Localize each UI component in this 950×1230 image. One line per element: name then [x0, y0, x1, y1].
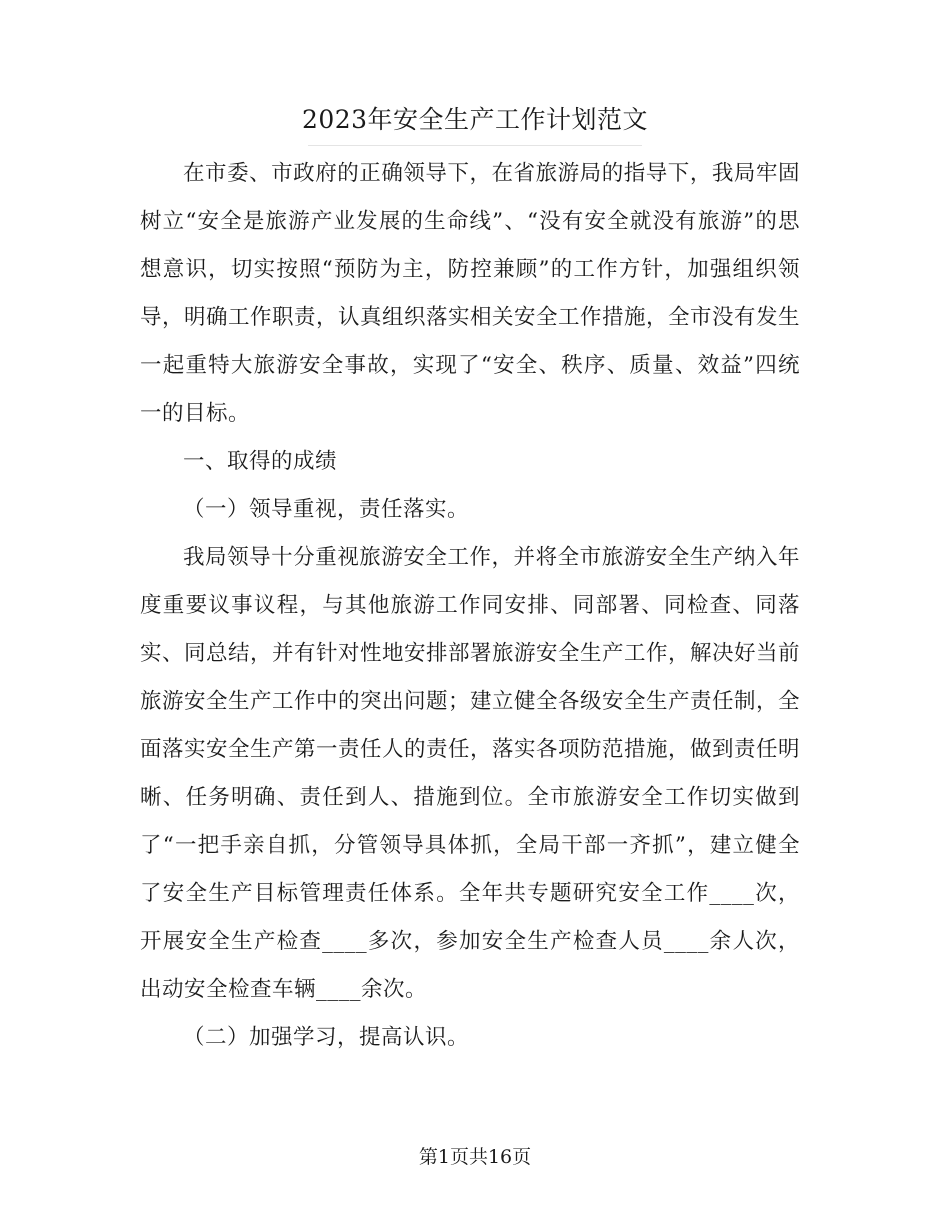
- page-number-footer: 第1页共16页: [418, 1146, 532, 1168]
- document-body: [140, 150, 800, 1062]
- paragraph-intro: 在市委、市政府的正确领导下，在省旅游局的指导下，我局牢固树立“安全是旅游产业发展的生命线”、“没有安全就没有旅游”的思想意识，切实按照“预防为主，防控兼顾”的工作方针，加强组织领导，明确工作职责，认真组织落实相关安全工作措施，全市没有发生一起重特大旅游安全事故，实现了“安全、秩序、质量、效益”四统一的目标。: [140, 161, 801, 426]
- paragraph-achievements: 我局领导十分重视旅游安全工作，并将全市旅游安全生产纳入年度重要议事议程，与其他旅游工作同安排、同部署、同检查、同落实、同总结，并有针对性地安排部署旅游安全生产工作，解决好当前旅游安全生产工作中的突出问题；建立健全各级安全生产责任制，全面落实安全生产第一责任人的责任，落实各项防范措施，做到责任明晰、任务明确、责任到人、措施到位。全市旅游安全工作切实做到了“一把手亲自抓，分管领导具体抓，全局干部一齐抓”，建立健全了安全生产目标管理责任体系。全年共专题研究安全工作____次，开展安全生产检查____多次，参加安全生产检查人员____余人次，出动安全检查车辆____余次。: [140, 545, 801, 1002]
- section-heading: 一、取得的成绩: [183, 449, 338, 474]
- subsection-heading: （二）加强学习，提高认识。: [183, 1025, 470, 1050]
- title-divider: [308, 145, 642, 146]
- subsection-heading: （一）领导重视，责任落实。: [183, 497, 470, 522]
- document-title: 2023年安全生产工作计划范文: [301, 105, 649, 134]
